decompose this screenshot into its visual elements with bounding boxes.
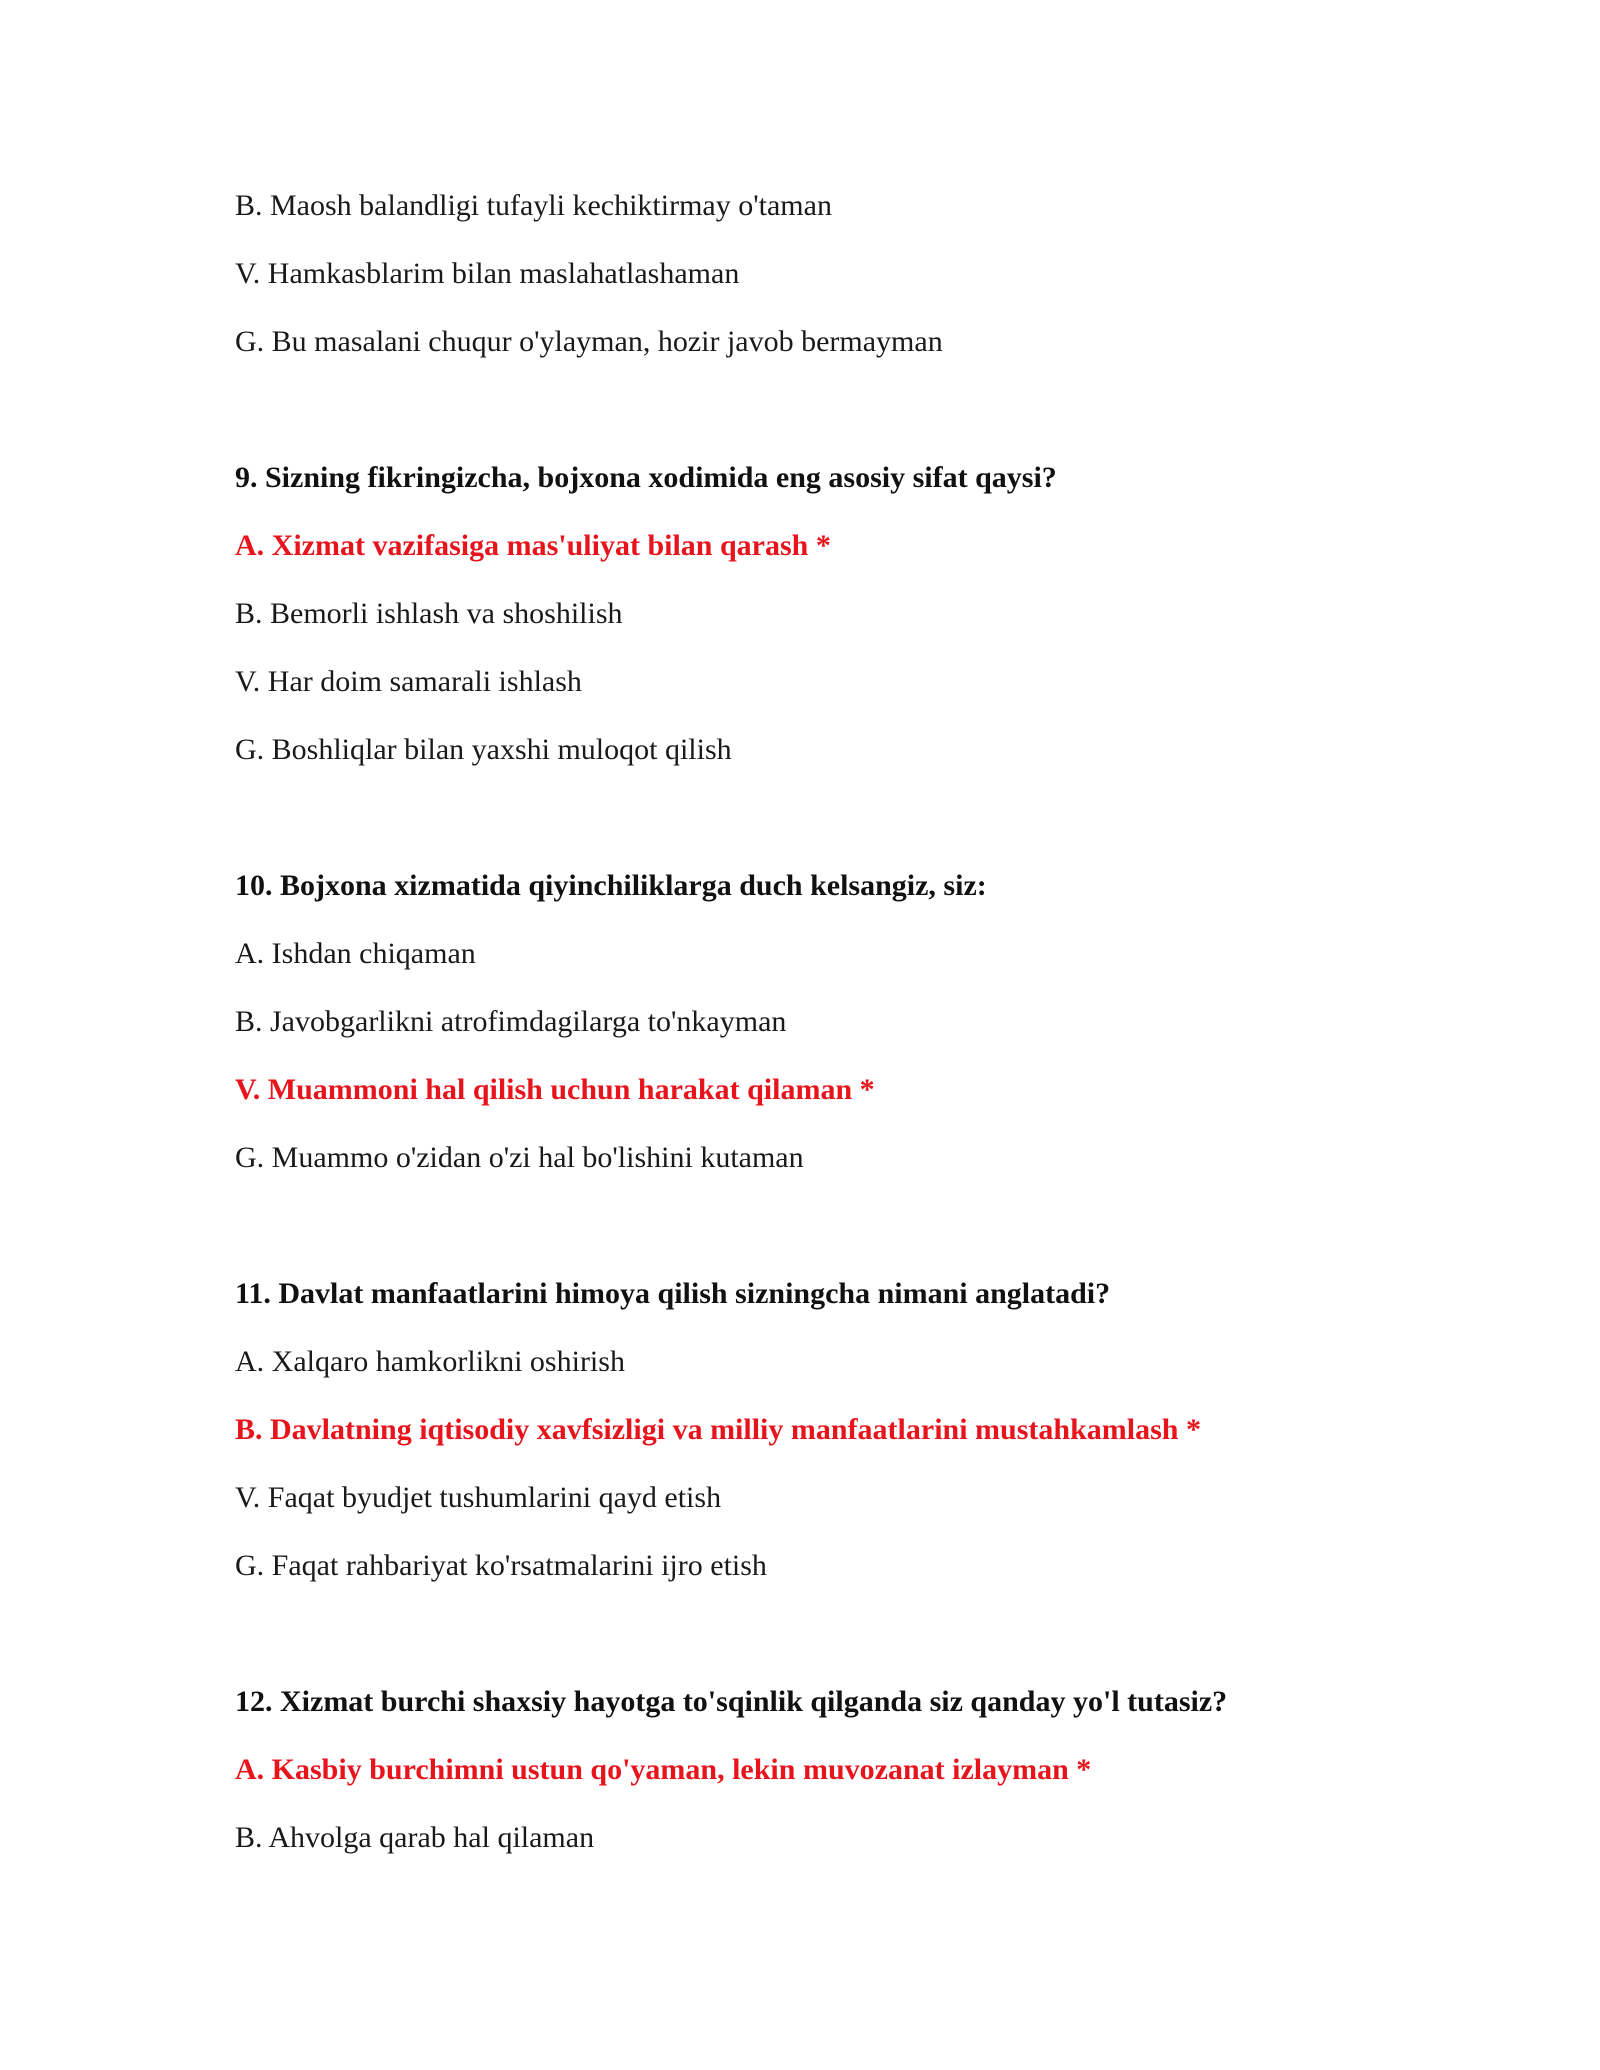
- option-11-a: A. Xalqaro hamkorlikni oshirish: [235, 1345, 625, 1378]
- question-10: 10. Bojxona xizmatida qiyinchiliklarga duch kelsangiz, siz:: [235, 869, 987, 902]
- option-10-a: A. Ishdan chiqaman: [235, 937, 476, 970]
- question-12: 12. Xizmat burchi shaxsiy hayotga to'sqinlik qilganda siz qanday yo'l tutasiz?: [235, 1685, 1228, 1718]
- option-9-b: B. Bemorli ishlash va shoshilish: [235, 597, 623, 630]
- option-10-b: B. Javobgarlikni atrofimdagilarga to'nkayman: [235, 1005, 787, 1038]
- option-8-v: V. Hamkasblarim bilan maslahatlashaman: [235, 257, 740, 290]
- option-8-b: B. Maosh balandligi tufayli kechiktirmay o'taman: [235, 189, 832, 222]
- option-9-v: V. Har doim samarali ishlash: [235, 665, 582, 698]
- option-8-g: G. Bu masalani chuqur o'ylayman, hozir javob bermayman: [235, 325, 943, 358]
- option-9-g: G. Boshliqlar bilan yaxshi muloqot qilish: [235, 733, 732, 766]
- option-10-v-correct: V. Muammoni hal qilish uchun harakat qilaman *: [235, 1073, 875, 1106]
- option-10-g: G. Muammo o'zidan o'zi hal bo'lishini kutaman: [235, 1141, 804, 1174]
- question-11: 11. Davlat manfaatlarini himoya qilish sizningcha nimani anglatadi?: [235, 1277, 1111, 1310]
- question-9: 9. Sizning fikringizcha, bojxona xodimida eng asosiy sifat qaysi?: [235, 461, 1057, 494]
- option-11-v: V. Faqat byudjet tushumlarini qayd etish: [235, 1481, 722, 1514]
- option-12-b: B. Ahvolga qarab hal qilaman: [235, 1821, 595, 1854]
- option-12-a-correct: A. Kasbiy burchimni ustun qo'yaman, lekin muvozanat izlayman *: [235, 1753, 1092, 1786]
- option-11-b-correct: B. Davlatning iqtisodiy xavfsizligi va milliy manfaatlarini mustahkamlash *: [235, 1413, 1201, 1446]
- option-9-a-correct: A. Xizmat vazifasiga mas'uliyat bilan qarash *: [235, 529, 831, 562]
- option-11-g: G. Faqat rahbariyat ko'rsatmalarini ijro etish: [235, 1549, 767, 1582]
